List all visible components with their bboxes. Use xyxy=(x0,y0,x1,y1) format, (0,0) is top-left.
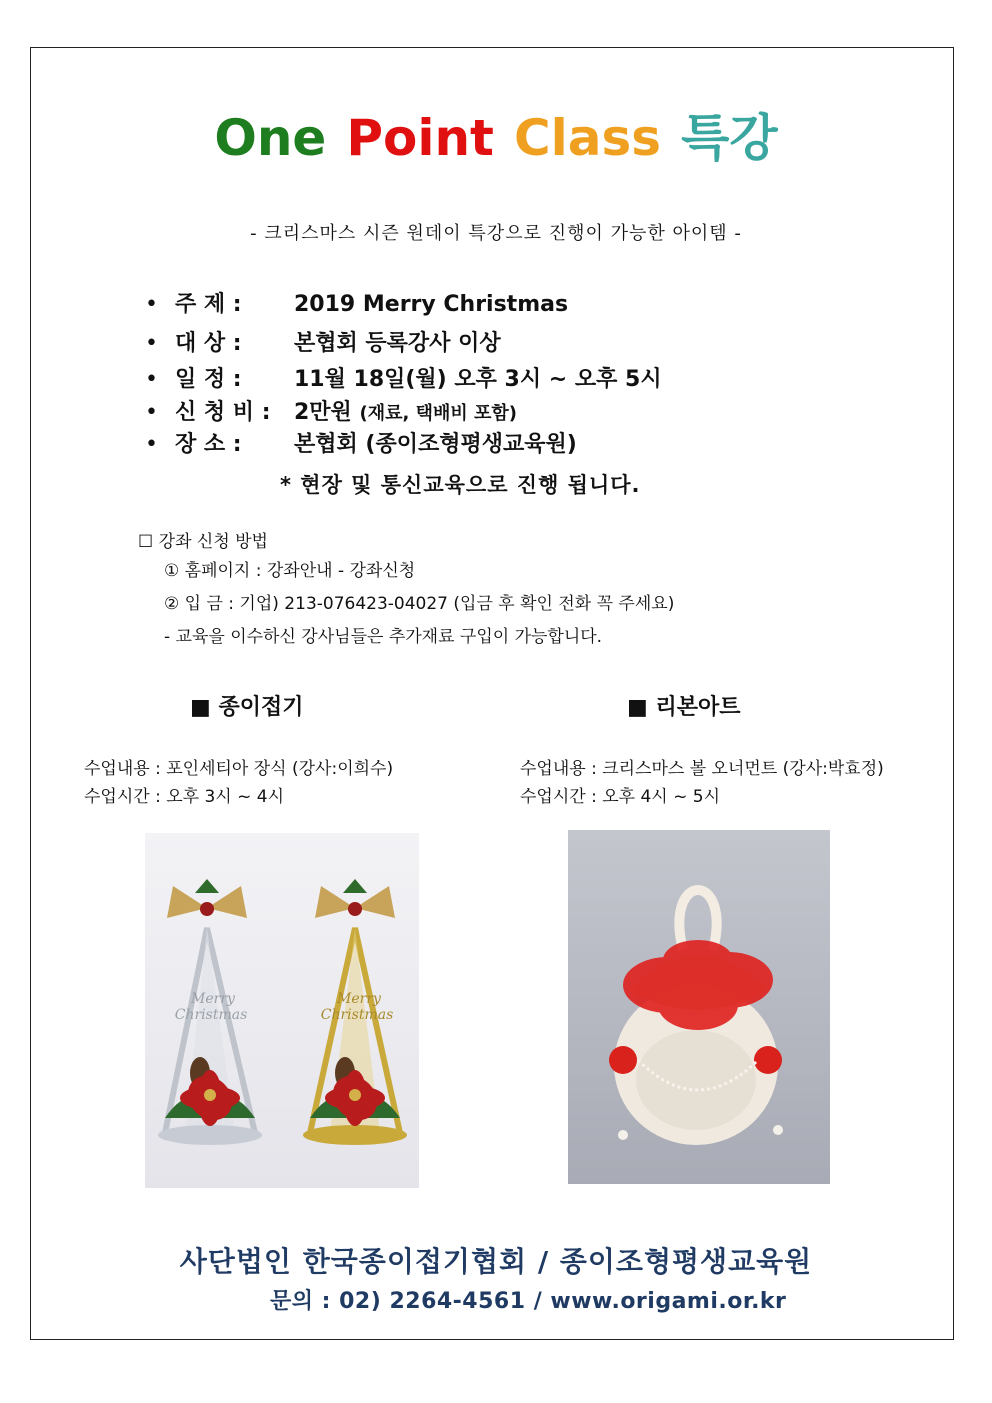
ribbon-time: 수업시간 : 오후 4시 ~ 5시 xyxy=(520,787,720,807)
info-row-target xyxy=(145,326,501,357)
info-value: 2019 Merry Christmas xyxy=(293,292,569,317)
origami-time: 수업시간 : 오후 3시 ~ 4시 xyxy=(84,787,284,807)
section-heading-origami: ■ 종이접기 xyxy=(190,695,304,720)
title-word-point: Point xyxy=(346,109,494,167)
info-row-fee xyxy=(145,395,517,426)
ornament-illustration xyxy=(568,830,830,1184)
note: * 현장 및 통신교육으로 진행 됩니다. xyxy=(280,473,641,497)
info-label: 장 소 : xyxy=(174,432,242,457)
info-row-topic xyxy=(145,287,568,318)
photo-text-christmas-2: Christmas xyxy=(320,1007,394,1023)
photo-text-merry: Merry xyxy=(191,991,235,1007)
ribbon-content: 수업내용 : 크리스마스 볼 오너먼트 (강사:박효정) xyxy=(520,759,884,779)
title-word-class: Class xyxy=(513,109,662,167)
info-label: 신 청 비 : xyxy=(174,400,271,425)
method-heading: ☐ 강좌 신청 방법 xyxy=(138,532,268,552)
info-label: 일 정 : xyxy=(174,367,242,392)
title-word-special: 특강 xyxy=(681,109,778,167)
section-heading-ribbon: ■ 리본아트 xyxy=(627,695,741,720)
page-title xyxy=(0,98,992,170)
title-word-one: One xyxy=(214,109,327,167)
method-item-deposit: ② 입 금 : 기업) 213-076423-04027 (입금 후 확인 전화 꼭 주세요) xyxy=(164,594,675,614)
origami-content: 수업내용 : 포인세티아 장식 (강사:이희수) xyxy=(84,759,394,779)
poinsettia-illustration xyxy=(145,833,419,1188)
bullet: • xyxy=(145,432,158,457)
method-item-homepage: ① 홈페이지 : 강좌안내 - 강좌신청 xyxy=(164,561,416,581)
info-value: 11월 18일(월) 오후 3시 ~ 오후 5시 xyxy=(293,367,662,392)
bullet: • xyxy=(145,331,158,356)
bullet: • xyxy=(145,292,158,317)
footer-organization: 사단법인 한국종이접기협회 / 종이조형평생교육원 xyxy=(179,1245,813,1278)
photo-ribbon-ornament xyxy=(568,830,830,1184)
method-item-note: - 교육을 이수하신 강사님들은 추가재료 구입이 가능합니다. xyxy=(164,627,603,647)
info-value: 2만원 xyxy=(293,400,360,425)
bullet: • xyxy=(145,367,158,392)
footer-contact: 문의 : 02) 2264-4561 / www.origami.or.kr xyxy=(270,1289,787,1314)
info-label: 주 제 : xyxy=(174,292,242,317)
bullet: • xyxy=(145,400,158,425)
info-row-schedule xyxy=(145,362,662,393)
info-value: 본협회 등록강사 이상 xyxy=(293,331,501,356)
photo-text-christmas: Christmas xyxy=(174,1007,248,1023)
photo-text-merry-2: Merry xyxy=(337,991,381,1007)
photo-poinsettia-decoration xyxy=(145,833,419,1188)
info-extra: (재료, 택배비 포함) xyxy=(359,403,518,424)
info-label: 대 상 : xyxy=(174,331,242,356)
info-value: 본협회 (종이조형평생교육원) xyxy=(293,432,577,457)
subtitle: - 크리스마스 시즌 원데이 특강으로 진행이 가능한 아이템 - xyxy=(250,223,742,244)
info-row-place xyxy=(145,427,577,458)
